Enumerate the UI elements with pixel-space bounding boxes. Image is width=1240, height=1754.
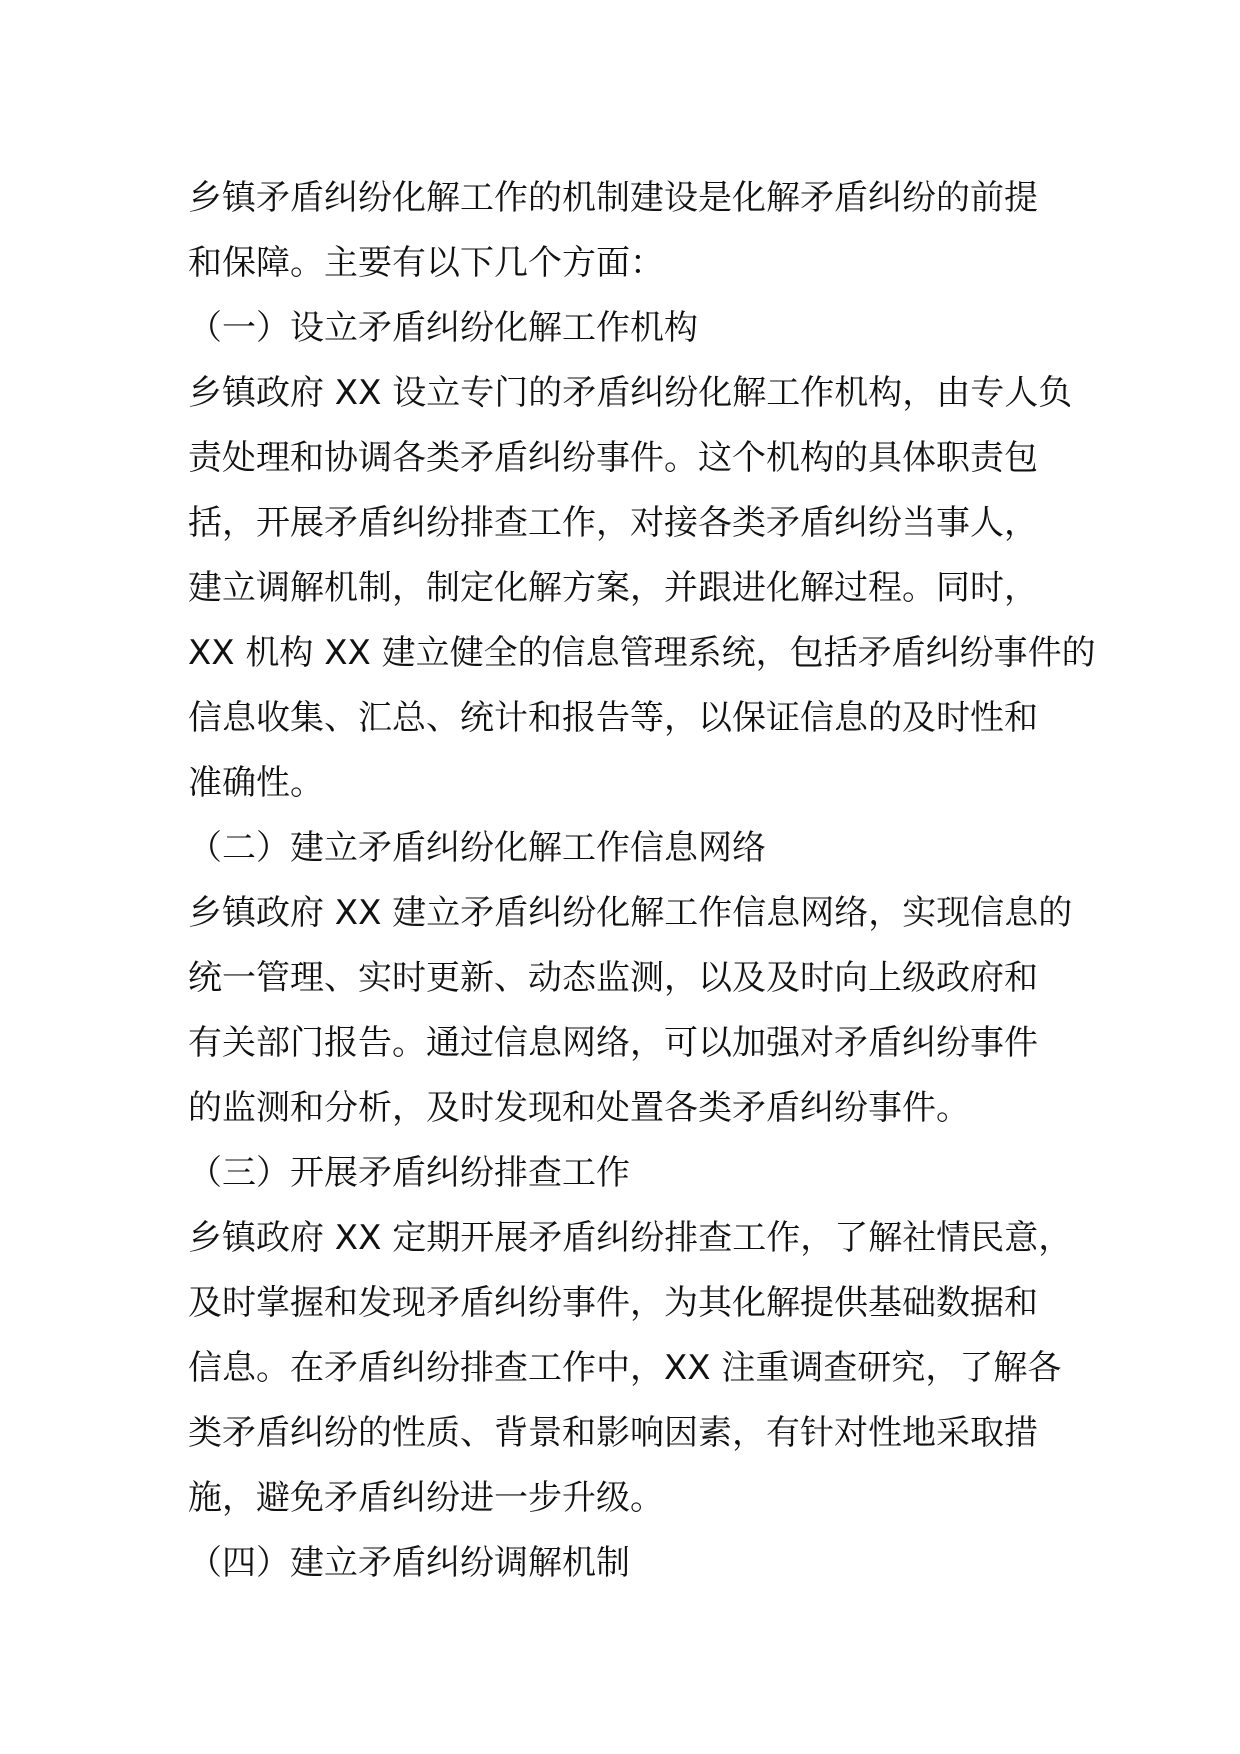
section-2	[188, 816, 1108, 1141]
section-3	[188, 1141, 1108, 1531]
text-line: 信息收集、汇总、统计和报告等，以保证信息的及时性和	[188, 698, 1038, 738]
text-line: 类矛盾纠纷的性质、背景和影响因素，有针对性地采取措	[188, 1413, 1038, 1453]
text-line: XX 机构 XX 建立健全的信息管理系统，包括矛盾纠纷事件的	[188, 633, 1096, 673]
section-heading: （二）建立矛盾纠纷化解工作信息网络	[188, 828, 766, 868]
section-heading: （三）开展矛盾纠纷排查工作	[188, 1153, 630, 1193]
section-heading: （四）建立矛盾纠纷调解机制	[188, 1543, 630, 1583]
text-line: 的监测和分析，及时发现和处置各类矛盾纠纷事件。	[188, 1088, 970, 1128]
text-line: 施，避免矛盾纠纷进一步升级。	[188, 1478, 664, 1518]
section-4	[188, 1531, 1108, 1596]
text-line: 有关部门报告。通过信息网络，可以加强对矛盾纠纷事件	[188, 1023, 1038, 1063]
text-line: 信息。在矛盾纠纷排查工作中，XX 注重调查研究，了解各	[188, 1348, 1062, 1388]
text-line: 乡镇政府 XX 设立专门的矛盾纠纷化解工作机构，由专人负	[188, 373, 1073, 413]
text-line: 建立调解机制，制定化解方案，并跟进化解过程。同时，	[188, 568, 1038, 608]
intro-paragraph	[188, 166, 1108, 296]
section-1	[188, 296, 1108, 816]
text-line: 责处理和协调各类矛盾纠纷事件。这个机构的具体职责包	[188, 438, 1038, 478]
text-line: 和保障。主要有以下几个方面：	[188, 243, 664, 283]
text-line: 及时掌握和发现矛盾纠纷事件，为其化解提供基础数据和	[188, 1283, 1038, 1323]
document-body	[188, 166, 1108, 1596]
text-line: 乡镇矛盾纠纷化解工作的机制建设是化解矛盾纠纷的前提	[188, 178, 1038, 218]
text-line: 乡镇政府 XX 定期开展矛盾纠纷排查工作，了解社情民意，	[188, 1218, 1073, 1258]
text-line: 准确性。	[188, 763, 324, 803]
text-line: 乡镇政府 XX 建立矛盾纠纷化解工作信息网络，实现信息的	[188, 893, 1073, 933]
text-line: 括，开展矛盾纠纷排查工作，对接各类矛盾纠纷当事人，	[188, 503, 1038, 543]
text-line: 统一管理、实时更新、动态监测，以及及时向上级政府和	[188, 958, 1038, 998]
section-heading: （一）设立矛盾纠纷化解工作机构	[188, 308, 698, 348]
